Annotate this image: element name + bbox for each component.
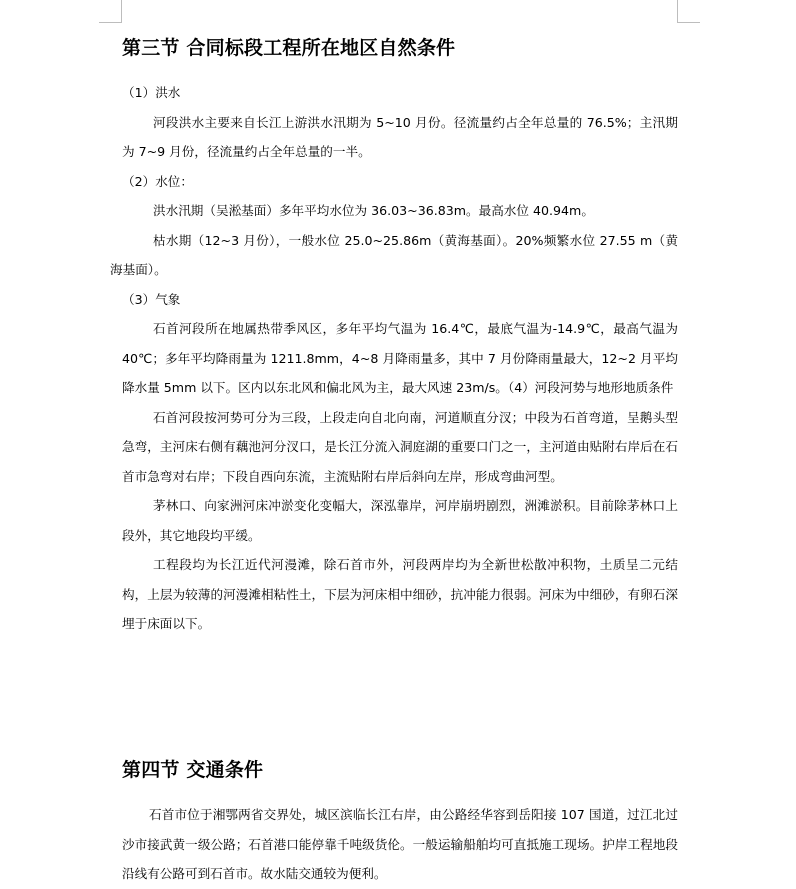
crop-mark-top-right [677, 0, 700, 23]
item-water-level-label: （2）水位： [122, 173, 193, 189]
item-climate-paragraph-3: 茅林口、向家洲河床冲淤变化变幅大，深泓靠岸，河岸崩坍剧烈，洲滩淤积。目前除茅林口上段外，其它地段均平缓。 [122, 498, 678, 543]
item-climate-paragraph-4: 工程段均为长江近代河漫滩，除石首市外，河段两岸均为全新世松散冲积物，土质呈二元结构，上层为较薄的河漫滩相粘性土，下层为河床相中细砂，抗冲能力很弱。河床为中细砂，有卵石深埋于床面以下。 [122, 557, 678, 631]
item-climate-paragraph-1: 石首河段所在地属热带季风区，多年平均气温为 16.4℃，最底气温为-14.9℃，最高气温为 40℃；多年平均降雨量为 1211.8mm，4~8 月降雨量多，其中 7 月份降雨量最大，12~2 月平均降水量 5mm 以下。区内以东北风和偏北风为主，最大风速 23m/s。（4）河段河势与地形地质条件 [122, 321, 678, 395]
item-water-level-paragraph-1: 洪水汛期（吴淞基面）多年平均水位为 36.03~36.83m。最高水位 40.94m。 [153, 203, 594, 218]
crop-mark-top-left [99, 0, 122, 23]
item-climate-label: （3）气象 [122, 291, 181, 307]
item-water-level-paragraph-2: 枯水期（12~3 月份），一般水位 25.0~25.86m（黄海基面）。20%频繁水位 27.55 m（黄海基面）。 [110, 232, 678, 277]
item-climate-paragraph-2: 石首河段按河势可分为三段，上段走向自北向南，河道顺直分汊；中段为石首弯道，呈鹅头型急弯，主河床右侧有藕池河分汊口，是长江分流入洞庭湖的重要口门之一，主河道由贴附右岸后在石首市急弯对右岸；下段自西向东流，主流贴附右岸后斜向左岸，形成弯曲河型。 [122, 409, 678, 484]
item-flood-label: （1）洪水 [122, 85, 181, 100]
section-4-paragraph: 石首市位于湘鄂两省交界处，城区滨临长江右岸，由公路经华容到岳阳接 107 国道，过江北过沙市接武黄一级公路；石首港口能停靠千吨级货伦。一般运输船舶均可直抵施工现场。护岸工程地段沿线有公路可到石首市。故水陆交通较为便利。 [122, 807, 678, 881]
item-flood-paragraph: 河段洪水主要来自长江上游洪水汛期为 5~10 月份。径流量约占全年总量的 76.5%；主汛期为 7~9 月份，径流量约占全年总量的一半。 [122, 114, 678, 159]
section-3-heading: 第三节 合同标段工程所在地区自然条件 [122, 37, 456, 59]
section-3-body [110, 78, 678, 639]
section-4-heading: 第四节 交通条件 [122, 759, 264, 781]
